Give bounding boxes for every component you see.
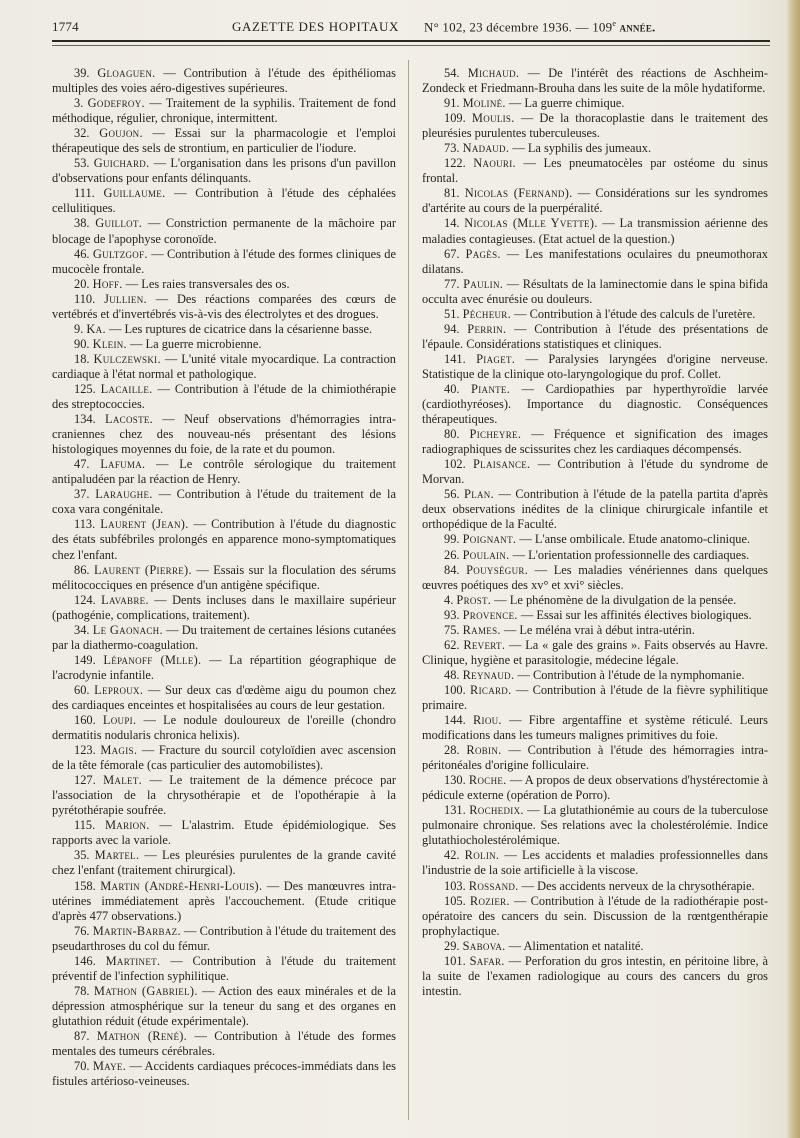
entry-author: Riou.: [472, 713, 502, 728]
entry-title: — Essais sur la floculation des sérums mélitococciques en présence d'un antigène spécifique.: [52, 562, 396, 592]
thesis-entry: [422, 307, 768, 322]
entry-title: — Contribution à l'étude de la patella partita d'après deux observations inédites de la clinique chirurgicale infantile et orthopédique de la Faculté.: [422, 487, 768, 532]
entry-number: 70.: [74, 1059, 90, 1074]
entry-author: Poulain.: [462, 547, 510, 562]
entry-number: 76.: [74, 923, 90, 938]
thesis-entry: [422, 623, 768, 638]
entry-number: 47.: [74, 457, 90, 472]
thesis-entry: [52, 487, 396, 517]
entry-number: 87.: [74, 1029, 90, 1043]
thesis-entry: [422, 487, 768, 532]
entry-title: — Des manœuvres intra-utérines immédiatement après l'accouchement. (Etude critique d'après 477 observations.): [52, 878, 396, 923]
page-edge-shadow: [786, 0, 800, 1138]
entry-author: Picheyre.: [469, 427, 522, 442]
thesis-entry: [52, 66, 396, 96]
entry-author: Gloaguen.: [97, 66, 156, 80]
entry-number: 125.: [74, 381, 96, 396]
entry-author: Laurent (Pierre).: [93, 562, 192, 577]
entry-number: 149.: [74, 652, 96, 667]
entry-number: 56.: [444, 487, 460, 502]
entry-author: Moulis.: [471, 111, 515, 126]
entry-number: 115.: [74, 818, 96, 833]
entry-author: Maye.: [92, 1059, 127, 1074]
entry-number: 37.: [74, 487, 90, 502]
entry-author: Ka.: [86, 321, 106, 336]
entry-number: 130.: [444, 773, 466, 788]
entry-title: — Les maladies vénériennes dans quelques œuvres poétiques des xv° et xvi° siècles.: [422, 562, 768, 592]
entry-title: — La « gale des grains ». Faits observés au Havre. Clinique, hygiène et parasitologie, médecine légale.: [422, 637, 768, 667]
thesis-entry: [52, 126, 396, 156]
entry-number: 160.: [74, 713, 96, 728]
thesis-entry: [422, 322, 768, 352]
entry-author: Piante.: [471, 381, 511, 396]
thesis-entry: [422, 156, 768, 186]
entry-title: — Contribution à l'étude des présentations de l'épaule. Considérations statistiques et cliniques.: [422, 321, 768, 351]
thesis-entry: [422, 563, 768, 593]
entry-author: Plaisance.: [472, 457, 531, 472]
issue-volume-suffix: e: [612, 19, 617, 28]
entry-title: — Le nodule douloureux de l'oreille (chondro dermatitis nodularis chronica helixis).: [52, 713, 396, 743]
entry-number: 84.: [444, 562, 460, 577]
entry-author: Laurent (Jean).: [100, 517, 189, 532]
thesis-entry: [422, 96, 768, 111]
entry-title: — La transmission aérienne des maladies contagieuses. (Etat actuel de la question.): [422, 216, 768, 246]
entry-number: 144.: [444, 713, 466, 728]
entry-title: — Le méléna vrai à début intra-utérin.: [500, 622, 695, 637]
entry-number: 73.: [444, 141, 460, 156]
thesis-entry: [52, 277, 396, 292]
entry-title: — Les pleurésies purulentes de la grande cavité chez l'enfant (traitement chirurgical).: [52, 848, 396, 878]
entry-number: 77.: [444, 276, 460, 291]
entry-title: — Contribution à l'étude des formes mentales des tumeurs cérébrales.: [52, 1029, 396, 1059]
entry-title: — La syphilis des jumeaux.: [509, 141, 652, 156]
thesis-entry: [422, 548, 768, 563]
thesis-entry: [52, 412, 396, 457]
entry-title: — Du traitement de certaines lésions cutanées par la diathermo-coagulation.: [52, 622, 396, 652]
entry-author: Le Gaonach.: [92, 622, 163, 637]
entry-number: 39.: [74, 66, 90, 80]
entry-title: — Cardiopathies par hyperthyroïdie larvée (cardiothyréoses). Importance du diagnostic. Conséquences thérapeutiques.: [422, 381, 768, 427]
thesis-entry: [52, 337, 396, 352]
entry-number: 110.: [74, 291, 96, 306]
thesis-entry: [52, 683, 396, 713]
entry-number: 131.: [444, 803, 466, 818]
thesis-entry: [422, 803, 768, 848]
entry-author: Guillaume.: [103, 186, 166, 201]
entry-author: Nadaud.: [462, 141, 510, 156]
thesis-entry: [52, 457, 396, 487]
entry-title: — Résultats de la laminectomie dans le spina bifida occulta avec énurésie ou douleurs.: [422, 276, 769, 306]
entry-number: 81.: [444, 186, 460, 201]
entry-number: 48.: [444, 667, 460, 682]
entry-title: — Fracture du sourcil cotyloïdien avec ascension de la tête fémorale (cas particulier des automobilistes).: [52, 743, 396, 773]
entry-number: 28.: [444, 743, 460, 758]
entry-author: Plan.: [464, 487, 494, 502]
header-rule: [52, 40, 770, 42]
entry-title: — Essai sur les affinités électives biologiques.: [517, 607, 752, 622]
thesis-entry: [422, 668, 768, 683]
entry-title: — Contribution à l'étude des formes cliniques de mucocèle frontale.: [52, 246, 396, 276]
entry-number: 86.: [74, 562, 90, 577]
entry-number: 101.: [444, 953, 466, 968]
entry-title: — Considérations sur les syndromes d'artérite au cours de la puerpéralité.: [422, 186, 768, 216]
thesis-entry: [52, 623, 396, 653]
entry-author: Naouri.: [473, 156, 516, 171]
entry-title: — L'unité vitale myocardique. La contraction cardiaque à l'état normal et pathologique.: [52, 351, 396, 381]
thesis-entry: [422, 713, 768, 743]
entry-title: — L'organisation dans les prisons d'un pavillon d'observations pour enfants délinquants.: [52, 156, 396, 186]
thesis-entry: [422, 66, 768, 96]
entry-title: — Les pneumatocèles par ostéome du sinus frontal.: [422, 156, 768, 186]
entry-title: — De la thoracoplastie dans le traitement des pleurésies purulentes tuberculeuses.: [422, 111, 768, 141]
entry-author: Rozier.: [469, 893, 510, 908]
entry-number: 91.: [444, 96, 460, 111]
thesis-entry: [52, 879, 396, 924]
column-divider: [408, 60, 409, 1120]
thesis-entry: [422, 141, 768, 156]
entry-title: — Le contrôle sérologique du traitement antipaludéen par la réaction de Henry.: [52, 457, 396, 487]
entry-title: — Contribution à l'étude des épithéliomas multiples des voies aéro-digestives supérieures.: [52, 66, 396, 96]
issue-date: N° 102, 23 décembre 1936. — 109: [424, 19, 613, 35]
entry-author: Roche.: [468, 773, 507, 788]
thesis-entry: [52, 382, 396, 412]
entry-author: Lacoste.: [105, 412, 154, 427]
entry-author: Piaget.: [476, 351, 516, 366]
entry-title: — Alimentation et natalité.: [505, 938, 644, 953]
entry-author: Pécheur.: [462, 306, 511, 321]
entry-number: 20.: [74, 276, 90, 291]
entry-title: — La guerre microbienne.: [126, 336, 262, 351]
entry-author: Poignant.: [462, 532, 517, 547]
entry-number: 102.: [444, 457, 466, 472]
entry-number: 62.: [444, 637, 460, 652]
thesis-entry: [422, 277, 768, 307]
entry-number: 105.: [444, 893, 466, 908]
thesis-entry: [422, 894, 768, 939]
thesis-entry: [422, 111, 768, 141]
issue-year-label: année.: [619, 19, 656, 35]
thesis-entry: [422, 247, 768, 277]
entry-author: Mathon (Gabriel).: [93, 983, 198, 998]
thesis-entry: [52, 322, 396, 337]
entry-author: Rolin.: [464, 848, 500, 863]
entry-title: — Constriction permanente de la mâchoire par blocage de l'apophyse coronoïde.: [52, 216, 396, 246]
entry-number: 146.: [74, 953, 96, 968]
entry-number: 34.: [74, 622, 90, 637]
journal-title: GAZETTE DES HOPITAUX: [232, 19, 399, 34]
entry-number: 103.: [444, 878, 466, 893]
entry-number: 127.: [74, 773, 96, 788]
entry-author: Nicolas (Fernand).: [464, 186, 573, 201]
entry-title: — Le phénomène de la divulgation de la pensée.: [491, 592, 737, 607]
thesis-entry: [52, 96, 396, 126]
thesis-entry: [422, 638, 768, 668]
entry-author: Loupi.: [102, 713, 137, 728]
entry-number: 3.: [74, 96, 84, 111]
entry-number: 38.: [74, 216, 90, 231]
entry-author: Paulin.: [463, 276, 504, 291]
entry-author: Laraughe.: [95, 487, 153, 502]
thesis-entry: [52, 818, 396, 848]
thesis-entry: [422, 532, 768, 547]
entry-number: 18.: [74, 351, 90, 366]
thesis-entry: [422, 457, 768, 487]
entry-number: 40.: [444, 381, 460, 396]
entry-title: — Contribution à l'étude du traitement des pseudarthroses du col du fémur.: [52, 923, 396, 953]
entry-title: — Contribution à l'étude des hémorragies intra-péritonéales d'origine folliculaire.: [422, 743, 768, 773]
thesis-entry: [422, 939, 768, 954]
entry-number: 90.: [74, 336, 90, 351]
entry-number: 78.: [74, 983, 90, 998]
thesis-entry: [422, 683, 768, 713]
entry-author: Lafuma.: [100, 457, 146, 472]
thesis-entry: [52, 653, 396, 683]
thesis-entry: [52, 1059, 396, 1089]
entry-author: Ricard.: [470, 682, 512, 697]
entry-title: — Les manifestations oculaires du pneumothorax dilatans.: [422, 246, 768, 276]
entry-title: — Le traitement de la démence précoce par l'association de la chrysothérapie et de l'opothérapie à la pyrétothérapie soufrée.: [52, 773, 396, 818]
thesis-entry: [422, 743, 768, 773]
entry-author: Klein.: [92, 336, 127, 351]
entry-title: — Les raies transversales des os.: [122, 276, 290, 291]
entry-author: Rochedix.: [469, 803, 524, 818]
entry-title: — Contribution à l'étude du diagnostic des états subfébriles prolongés en apparence mono-symptomatiques chez l'enfant.: [52, 517, 396, 562]
entry-number: 111.: [74, 186, 95, 201]
header-rule-thin: [52, 45, 770, 46]
entry-author: Rossand.: [468, 878, 519, 893]
entry-number: 124.: [74, 592, 96, 607]
entry-title: — Neuf observations d'hémorragies intra-craniennes chez des nouveau-nés présentant des lésions histologiques moyennes du foie, de la rate et du poumon.: [52, 412, 396, 457]
entry-title: — Contribution à l'étude des calculs de l'uretère.: [511, 306, 756, 321]
entry-title: — Les accidents et maladies professionnelles dans l'industrie de la soie artificielle à la viscose.: [422, 848, 768, 878]
entry-title: — Dents incluses dans le maxillaire supérieur (pathogénie, complications, traitement).: [52, 592, 396, 622]
entry-author: Michaud.: [467, 66, 520, 80]
entry-author: Nicolas (Mlle Yvette).: [464, 216, 598, 231]
entry-title: — Traitement de la syphilis. Traitement de fond méthodique, régulier, chronique, intermittent.: [52, 96, 396, 126]
issue-info: [424, 19, 656, 35]
entry-author: Magis.: [100, 743, 138, 758]
entry-title: — De l'intérêt des réactions de Aschheim-Zondeck et Friedmann-Brouha dans les suite de la môle hydatiforme.: [422, 66, 768, 96]
thesis-entry: [422, 427, 768, 457]
entry-author: Guillot.: [95, 216, 143, 231]
entry-author: Perrin.: [467, 321, 507, 336]
entry-title: — Contribution à l'étude de la nymphomanie.: [514, 667, 745, 682]
entry-author: Gultzgof.: [92, 246, 148, 261]
entry-number: 75.: [444, 622, 460, 637]
thesis-entry: [422, 593, 768, 608]
page-number: 1774: [52, 19, 79, 34]
entry-title: — Des accidents nerveux de la chrysothérapie.: [518, 878, 755, 893]
entry-number: 67.: [444, 246, 460, 261]
thesis-entry: [52, 292, 396, 322]
thesis-entry: [52, 352, 396, 382]
thesis-entry: [422, 186, 768, 216]
thesis-entry: [422, 848, 768, 878]
thesis-entry: [422, 773, 768, 803]
entry-number: 42.: [444, 848, 460, 863]
entry-author: Goujon.: [99, 126, 143, 141]
entry-title: — Action des eaux minérales et de la dépression atmosphérique sur la teneur du sang et des organes en glutathion réduit (étude expérimentale).: [52, 983, 396, 1028]
thesis-entry: [422, 954, 768, 999]
entry-author: Godefroy.: [87, 96, 145, 111]
entry-author: Lépanoff (Mlle).: [103, 652, 202, 667]
entry-number: 51.: [444, 306, 460, 321]
entry-title: — Contribution à l'étude du traitement de la coxa vara congénitale.: [52, 487, 396, 517]
entry-number: 158.: [74, 878, 96, 893]
entry-author: Malet.: [103, 773, 143, 788]
entry-author: Pagès.: [465, 246, 501, 261]
entry-author: Martinet.: [105, 953, 161, 968]
entry-number: 14.: [444, 216, 460, 231]
entry-number: 99.: [444, 532, 460, 547]
entry-title: — Des réactions comparées des cœurs de vertébrés et d'invertébrés vis-à-vis des électrolytes et des drogues.: [52, 291, 396, 321]
entry-number: 35.: [74, 848, 90, 863]
entry-author: Jullien.: [104, 291, 147, 306]
thesis-entry: [52, 156, 396, 186]
entry-title: — Contribution à l'étude de la fièvre syphilitique primaire.: [422, 682, 768, 712]
thesis-entry: [52, 713, 396, 743]
entry-author: Lacaille.: [100, 381, 153, 396]
entry-number: 60.: [74, 682, 90, 697]
entry-author: Rames.: [462, 622, 501, 637]
thesis-entry: [52, 743, 396, 773]
entry-title: — L'orientation professionnelle des cardiaques.: [509, 547, 750, 562]
entry-title: — Accidents cardiaques précoces-immédiats dans les fistules artérioso-veineuses.: [52, 1059, 396, 1089]
entry-author: Sabova.: [462, 938, 506, 953]
thesis-entry: [52, 1029, 396, 1059]
entry-number: 9.: [74, 321, 84, 336]
entry-title: — Fréquence et signification des images radiographiques de scissurites chez les cardiaques décompensés.: [422, 427, 768, 457]
thesis-entry: [52, 924, 396, 954]
entry-title: — Contribution à l'étude du syndrome de Morvan.: [422, 457, 768, 487]
entry-number: 113.: [74, 517, 96, 532]
thesis-entry: [52, 954, 396, 984]
entry-author: Kulczewski.: [93, 351, 161, 366]
thesis-entry: [422, 352, 768, 382]
entry-title: — L'anse ombilicale. Etude anatomo-clinique.: [516, 532, 751, 547]
entry-title: — A propos de deux observations d'hystérectomie à pédicule externe (opération de Porro).: [422, 773, 768, 803]
entry-number: 134.: [74, 412, 96, 427]
entry-author: Safar.: [469, 953, 505, 968]
entry-title: — Sur deux cas d'œdème aigu du poumon chez des cardiaques enceintes et hospitalisées au cours de leur gestation.: [52, 682, 396, 712]
entry-title: — Contribution à l'étude de la chimiothérapie des streptococcies.: [52, 381, 396, 412]
entry-author: Revert.: [463, 637, 506, 652]
entry-number: 54.: [444, 66, 460, 80]
entry-number: 26.: [444, 547, 460, 562]
entry-author: Martel.: [94, 848, 140, 863]
thesis-entry: [52, 984, 396, 1029]
entry-author: Lavabre.: [101, 592, 149, 607]
thesis-entry: [422, 879, 768, 894]
entry-author: Robin.: [466, 743, 502, 758]
entry-number: 109.: [444, 111, 466, 126]
thesis-entry: [52, 593, 396, 623]
entry-title: — Contribution à l'étude de la radiothérapie post-opératoire des cancers du sein. Discussion de la rœntgenthérapie prophylactique.: [422, 893, 768, 938]
entry-title: — Essai sur la pharmacologie et l'emploi thérapeutique des sels de strontium, en particulier de l'iodure.: [52, 126, 396, 156]
thesis-entry: [52, 517, 396, 562]
entry-title: — Contribution à l'étude des céphalées cellulitiques.: [52, 186, 396, 216]
entry-title: — Contribution à l'étude du traitement préventif de l'infection syphilitique.: [52, 953, 396, 983]
entry-number: 53.: [74, 156, 90, 171]
thesis-entry: [422, 216, 768, 246]
thesis-list-left-column: [52, 66, 396, 1089]
thesis-entry: [422, 608, 768, 623]
thesis-entry: [52, 247, 396, 277]
entry-author: Martin-Barbaz.: [92, 923, 181, 938]
entry-author: Martin (André-Henri-Louis).: [100, 878, 263, 893]
entry-title: — L'alastrim. Etude épidémiologique. Ses rapports avec la variole.: [52, 818, 396, 848]
entry-number: 32.: [74, 126, 90, 141]
entry-number: 122.: [444, 156, 466, 171]
entry-author: Leproux.: [94, 682, 144, 697]
thesis-entry: [52, 563, 396, 593]
thesis-entry: [52, 848, 396, 878]
thesis-entry: [422, 382, 768, 427]
entry-author: Mathon (René).: [96, 1029, 188, 1043]
entry-title: — Paralysies laryngées d'origine nerveuse. Statistique de la clinique oto-laryngologique du prof. Collet.: [422, 351, 769, 381]
entry-number: 93.: [444, 607, 460, 622]
entry-number: 29.: [444, 938, 460, 953]
entry-author: Reynaud.: [462, 667, 515, 682]
entry-number: 100.: [444, 682, 466, 697]
entry-title: — La glutathionémie au cours de la tuberculose pulmonaire chronique. Ses relations avec la cholestérolémie. Indice glutathiocholestérolémique.: [422, 803, 768, 848]
entry-title: — La répartition géographique de l'acrodynie infantile.: [52, 652, 396, 682]
entry-author: Prost.: [456, 592, 492, 607]
entry-number: 123.: [74, 743, 96, 758]
entry-author: Marion.: [104, 818, 150, 833]
entry-number: 141.: [444, 351, 466, 366]
entry-number: 4.: [444, 592, 454, 607]
entry-author: Guichard.: [93, 156, 150, 171]
running-header: [52, 19, 770, 41]
entry-title: — Fibre argentaffine et système réticulé. Leurs modifications dans les tumeurs malignes primitives du foie.: [422, 713, 768, 743]
entry-author: Pouységur.: [466, 562, 529, 577]
thesis-entry: [52, 773, 396, 818]
entry-title: — La guerre chimique.: [505, 96, 625, 111]
thesis-entry: [52, 186, 396, 216]
entry-author: Moliné.: [462, 96, 506, 111]
thesis-list-right-column: [422, 66, 768, 999]
entry-title: — Les ruptures de cicatrice dans la césarienne basse.: [105, 321, 373, 336]
entry-number: 46.: [74, 246, 90, 261]
entry-number: 94.: [444, 321, 460, 336]
entry-title: — Perforation du gros intestin, en péritoine libre, à la suite de l'examen radiologique au cours des cancers du gros intestin.: [422, 953, 768, 998]
entry-author: Hoff.: [92, 276, 123, 291]
entry-number: 80.: [444, 427, 460, 442]
thesis-entry: [52, 216, 396, 246]
entry-author: Provence.: [462, 607, 518, 622]
